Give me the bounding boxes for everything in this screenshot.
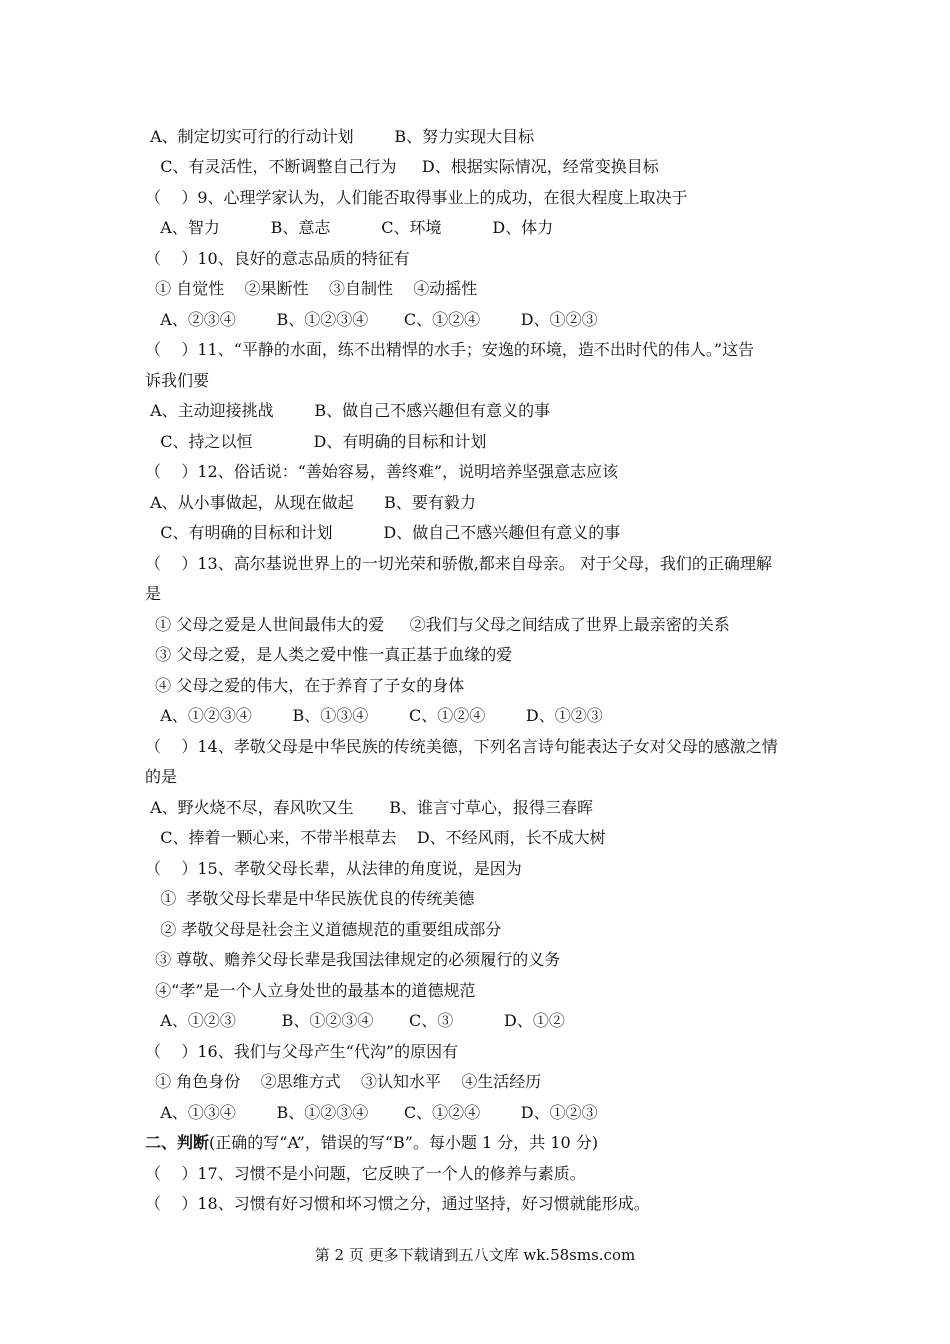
text-line: A、主动迎接挑战 B、做自己不感兴趣但有意义的事 — [145, 401, 551, 420]
section-heading — [145, 1133, 598, 1153]
text-line: ③ 尊敬、赡养父母长辈是我国法律规定的必须履行的义务 — [145, 950, 561, 969]
text-line: A、野火烧不尽，春风吹又生 B、谁言寸草心，报得三春晖 — [145, 798, 594, 817]
text-line: ① 父母之爱是人世间最伟大的爱 ②我们与父母之间结成了世界上最亲密的关系 — [145, 615, 730, 634]
text-line: （ ）12、俗话说：“善始容易，善终难”，说明培养坚强意志应该 — [145, 462, 619, 481]
text-line: A、②③④ B、①②③④ C、①②④ D、①②③ — [145, 310, 598, 329]
text-line: （ ）16、我们与父母产生“代沟”的原因有 — [145, 1042, 459, 1061]
text-line: A、①②③④ B、①③④ C、①②④ D、①②③ — [145, 706, 603, 725]
text-line: C、持之以恒 D、有明确的目标和计划 — [145, 432, 487, 451]
section-heading-instructions: (正确的写“A”，错误的写“B”。每小题 1 分，共 10 分) — [209, 1133, 599, 1152]
text-line: C、有灵活性，不断调整自己行为 D、根据实际情况，经常变换目标 — [145, 157, 659, 176]
section-heading-label: 二、判断 — [145, 1133, 210, 1152]
text-line: ③ 父母之爱，是人类之爱中惟一真正基于血缘的爱 — [145, 645, 513, 664]
text-line: ④“孝”是一个人立身处世的最基本的道德规范 — [145, 981, 476, 1000]
text-line: （ ）9、心理学家认为，人们能否取得事业上的成功，在很大程度上取决于 — [145, 188, 688, 207]
text-line: A、从小事做起，从现在做起 B、要有毅力 — [145, 493, 476, 512]
text-line: 是 — [145, 584, 162, 603]
text-line: C、有明确的目标和计划 D、做自己不感兴趣但有意义的事 — [145, 523, 621, 542]
text-line: C、捧着一颗心来，不带半根草去 D、不经风雨，长不成大树 — [145, 828, 606, 847]
text-line: ① 角色身份 ②思维方式 ③认知水平 ④生活经历 — [145, 1072, 542, 1091]
text-line: ① 孝敬父母长辈是中华民族优良的传统美德 — [145, 889, 475, 908]
text-line: A、①②③ B、①②③④ C、③ D、①② — [145, 1011, 565, 1030]
text-line: （ ）11、“平静的水面，练不出精悍的水手；安逸的环境，造不出时代的伟人。”这告 — [145, 340, 755, 359]
text-line: 的是 — [145, 767, 178, 786]
text-line: （ ）15、孝敬父母长辈，从法律的角度说，是因为 — [145, 859, 522, 878]
text-line: （ ）18、习惯有好习惯和坏习惯之分，通过坚持，好习惯就能形成。 — [145, 1194, 650, 1213]
text-line: A、智力 B、意志 C、环境 D、体力 — [145, 218, 554, 237]
text-line: （ ）10、良好的意志品质的特征有 — [145, 249, 410, 268]
text-line: A、①③④ B、①②③④ C、①②④ D、①②③ — [145, 1103, 598, 1122]
text-line: A、制定切实可行的行动计划 B、努力实现大目标 — [145, 127, 535, 146]
text-line: ① 自觉性 ②果断性 ③自制性 ④动摇性 — [145, 279, 478, 298]
text-line: ② 孝敬父母是社会主义道德规范的重要组成部分 — [145, 920, 502, 939]
text-line: （ ）14、孝敬父母是中华民族的传统美德，下列名言诗句能表达子女对父母的感激之情 — [145, 737, 778, 756]
page-footer: 第 2 页 更多下载请到五八文库 wk.58sms.com — [314, 1246, 636, 1264]
text-line: （ ）17、习惯不是小问题，它反映了一个人的修养与素质。 — [145, 1164, 586, 1183]
text-line: 诉我们要 — [145, 371, 210, 390]
text-line: ④ 父母之爱的伟大，在于养育了子女的身体 — [145, 676, 465, 695]
text-line: （ ）13、高尔基说世界上的一切光荣和骄傲,都来自母亲。 对于父母，我们的正确理解 — [145, 554, 772, 573]
